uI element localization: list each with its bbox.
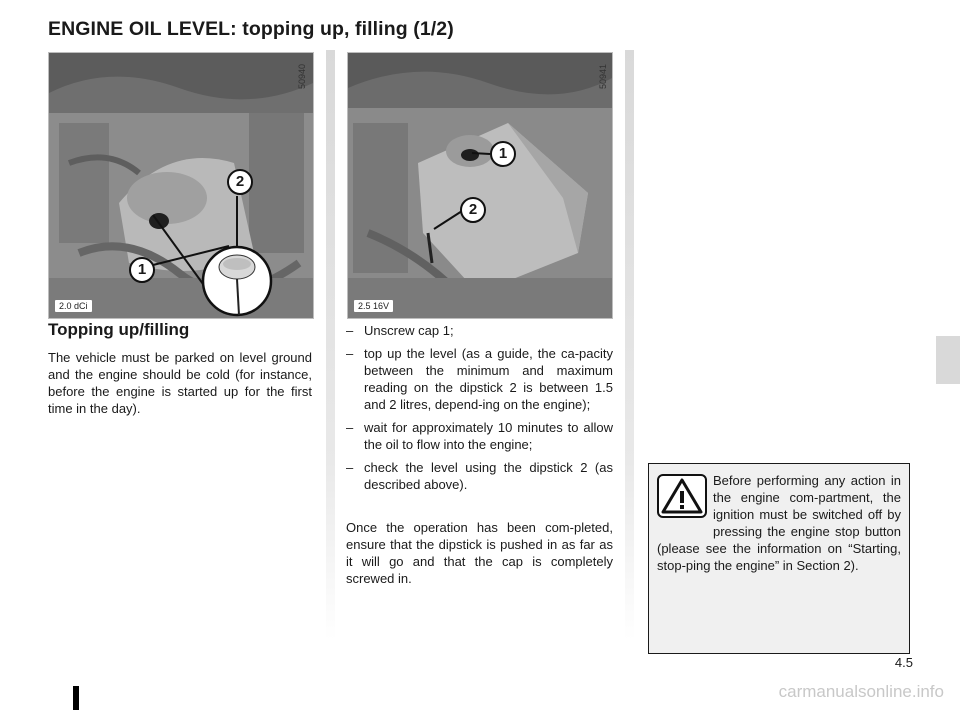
procedure-steps xyxy=(346,322,613,499)
list-dash: – xyxy=(346,323,354,338)
list-item xyxy=(346,459,613,493)
photo-reference-number: 50941 xyxy=(598,63,608,89)
list-dash: – xyxy=(346,346,354,361)
closing-paragraph: Once the operation has been com-pleted, ensure that the dipstick is pushed in as far as it will go and that the cap is completely screwed in. xyxy=(346,520,613,586)
callout-2: 2 xyxy=(227,169,253,195)
list-dash: – xyxy=(346,420,354,435)
column-divider-left xyxy=(326,50,335,640)
list-item xyxy=(346,419,613,453)
list-dash: – xyxy=(346,460,354,475)
engine-type-label: 2.5 16V xyxy=(354,300,393,312)
warning-body: Before performing any action in the engine com-partment, the ignition must be switched off by pressing the engine stop button (please see the information on “Starting, stop-ping the engine” in Section 2). xyxy=(657,473,901,573)
warning-box xyxy=(648,463,910,654)
page-title: ENGINE OIL LEVEL: topping up, filling (1/2) xyxy=(48,18,454,40)
engine-illustration xyxy=(49,53,313,318)
list-item xyxy=(346,322,613,339)
engine-photo-2-5-16v xyxy=(347,52,613,319)
column-divider-right xyxy=(625,50,634,640)
photo-reference-number: 50940 xyxy=(297,63,307,89)
step-text: top up the level (as a guide, the ca-pacity between the minimum and maximum reading on the dipstick 2 is between 1.5 and 2 litres, depend-ing on the engine); xyxy=(364,346,613,412)
section-tab-marker xyxy=(936,336,960,384)
callout-1: 1 xyxy=(129,257,155,283)
intro-paragraph: The vehicle must be parked on level ground and the engine should be cold (for instance, before the engine is started up for the first time in the day). xyxy=(48,350,312,416)
page-corner-mark xyxy=(73,686,79,710)
warning-triangle-icon xyxy=(657,474,707,518)
callout-2: 2 xyxy=(460,197,486,223)
section-heading: Topping up/filling xyxy=(48,320,190,339)
callout-1: 1 xyxy=(490,141,516,167)
step-text: wait for approximately 10 minutes to allow the oil to flow into the engine; xyxy=(364,420,613,452)
step-text: check the level using the dipstick 2 (as described above). xyxy=(364,460,613,492)
list-item xyxy=(346,345,613,413)
step-text: Unscrew cap 1; xyxy=(364,323,454,338)
engine-illustration xyxy=(348,53,612,318)
engine-type-label: 2.0 dCi xyxy=(55,300,92,312)
engine-photo-2-0-dci xyxy=(48,52,314,319)
watermark: carmanualsonline.info xyxy=(778,682,944,701)
page-number: 4.5 xyxy=(894,655,913,670)
